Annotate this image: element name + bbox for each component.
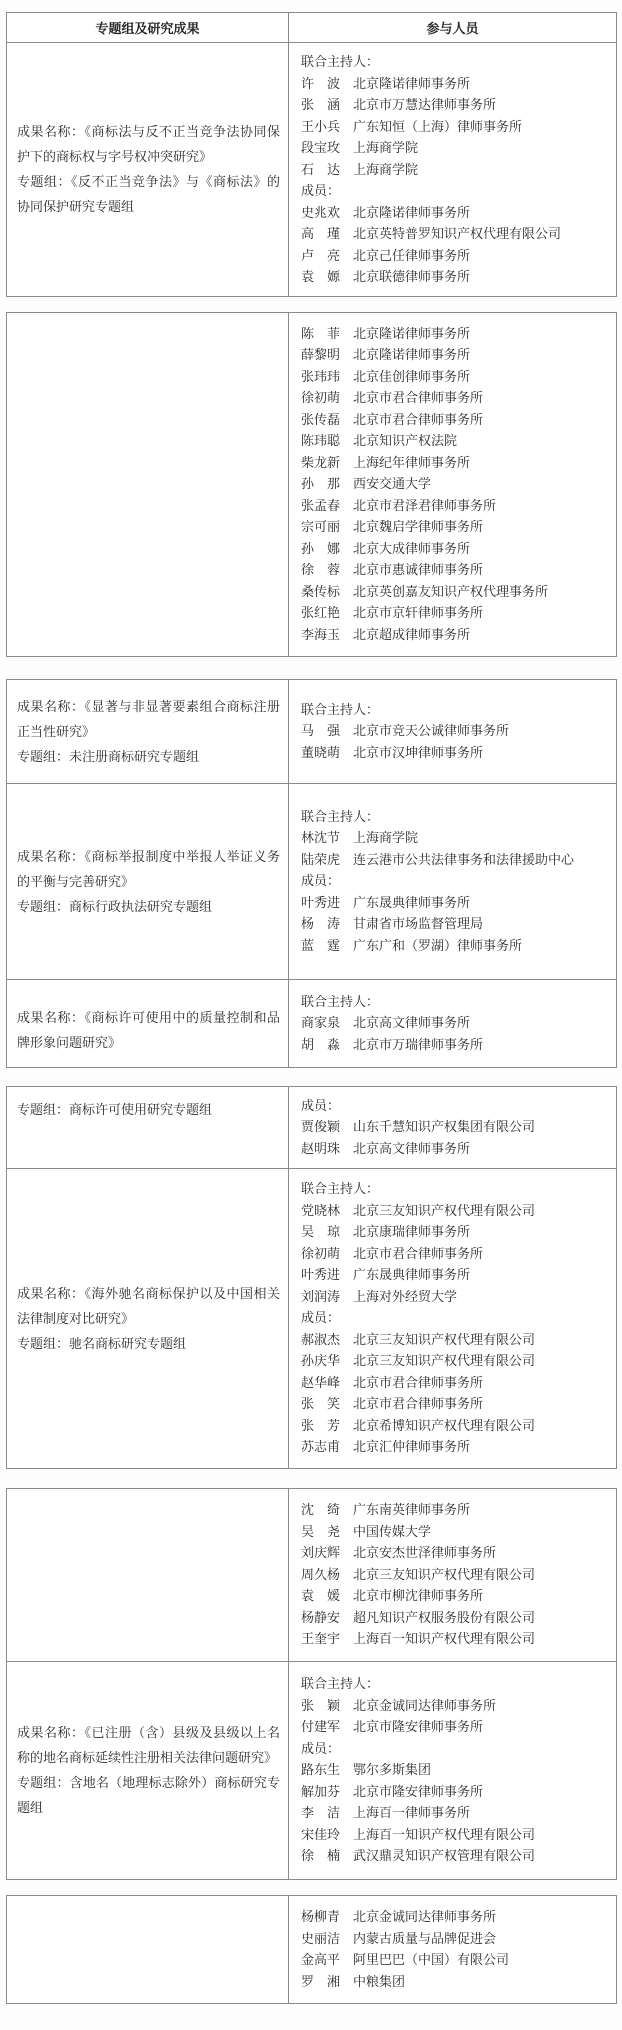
participant-name: 段宝玫: [301, 140, 341, 155]
participant-name: 张 颖: [301, 1697, 341, 1713]
participant-org: 北京英创嘉友知识产权代理事务所: [353, 583, 549, 599]
topic-text: 专题组：商标行政执法研究专题组: [17, 898, 213, 914]
participant-org: 北京市君合律师事务所: [353, 411, 484, 427]
participant-row: [301, 581, 608, 603]
participant-name: 薛黎明: [301, 347, 341, 363]
participant-row: [301, 495, 608, 517]
participant-org: 上海商学院: [353, 161, 419, 177]
participant-name: 党晓林: [301, 1202, 341, 1218]
participant-row: [301, 720, 608, 742]
topic-text: 成果名称：《显著与非显著要素组合商标注册正当性研究》: [17, 698, 280, 739]
participant-name: 叶秀进: [301, 894, 341, 910]
document-body: [6, 12, 616, 2004]
participant-org: 北京魏启学律师事务所: [353, 519, 484, 535]
topic-text: 专题组：未注册商标研究专题组: [17, 748, 200, 764]
participant-name: 史兆欢: [301, 204, 341, 220]
participant-row: [301, 1200, 608, 1222]
participant-org: 阿里巴巴（中国）有限公司: [353, 1952, 510, 1967]
participant-org: 上海商学院: [353, 140, 419, 155]
table-row: [7, 783, 617, 979]
participant-org: 广东广和（罗湖）律师事务所: [353, 937, 523, 953]
table-row: [7, 979, 617, 1067]
participant-row: [301, 266, 608, 288]
participant-name: 陈 菲: [301, 325, 341, 341]
participant-row: [301, 1286, 608, 1308]
participant-org: 北京大成律师事务所: [353, 540, 471, 556]
role-label: 成员：: [301, 183, 341, 198]
topic-cell: [7, 979, 289, 1067]
participant-name: 张 涵: [301, 97, 341, 112]
participant-row: [301, 245, 608, 267]
participant-org: 中国传媒大学: [353, 1523, 432, 1539]
participant-row: [301, 387, 608, 409]
participant-name: 张玮玮: [301, 368, 341, 384]
participant-name: 史丽洁: [301, 1930, 341, 1946]
participant-name: 徐初萌: [301, 390, 341, 406]
participant-name: 宋佳玲: [301, 1826, 341, 1842]
participant-name: 马 强: [301, 723, 341, 739]
table-row: [7, 43, 617, 297]
table-row: [7, 1168, 617, 1468]
participant-org: 北京市柳沈律师事务所: [353, 1588, 484, 1604]
topic-cell: [7, 1168, 289, 1468]
column-header-topic: 专题组及研究成果: [7, 13, 289, 43]
participant-row: [301, 1628, 608, 1650]
participant-name: 赵华峰: [301, 1374, 341, 1390]
participant-org: 内蒙古质量与品牌促进会: [353, 1930, 497, 1946]
role-label: 成员：: [301, 873, 341, 889]
participant-name: 解加芬: [301, 1783, 341, 1799]
participant-row: [301, 516, 608, 538]
participant-row: [301, 1221, 608, 1243]
topic-table: [6, 312, 617, 657]
table-row: [7, 679, 617, 783]
participant-row: [301, 366, 608, 388]
participant-org: 北京己任律师事务所: [353, 247, 471, 263]
participant-row: [301, 1329, 608, 1351]
participant-name: 袁 嫄: [301, 269, 341, 284]
participant-org: 北京市君泽君律师事务所: [353, 497, 497, 513]
participant-org: 上海百一知识产权代理有限公司: [353, 1826, 536, 1842]
participant-row: [301, 1012, 608, 1034]
participant-name: 袁 媛: [301, 1588, 341, 1604]
participants-cell: [289, 783, 617, 979]
participant-name: 杨柳青: [301, 1909, 341, 1924]
participant-name: 张孟春: [301, 497, 341, 513]
participant-row: [301, 1585, 608, 1607]
participant-org: 北京三友知识产权代理有限公司: [353, 1331, 536, 1347]
participant-name: 张 芳: [301, 1417, 341, 1433]
participant-row: [301, 935, 608, 957]
participant-org: 北京希博知识产权代理有限公司: [353, 1417, 536, 1433]
participant-row: [301, 1607, 608, 1629]
role-label: 联合主持人：: [301, 54, 380, 69]
participant-row: [301, 1415, 608, 1437]
table-row: [7, 1661, 617, 1879]
participant-row: [301, 1906, 608, 1928]
participant-name: 赵明珠: [301, 1140, 341, 1156]
participant-org: 北京隆诺律师事务所: [353, 325, 471, 341]
participants-cell: [289, 1086, 617, 1168]
topic-text: 成果名称：《海外驰名商标保护以及中国相关法律制度对比研究》: [17, 1285, 280, 1326]
participant-row: [301, 1971, 608, 1993]
participant-org: 北京三友知识产权代理有限公司: [353, 1566, 536, 1582]
participant-row: [301, 1949, 608, 1971]
topic-table: [6, 679, 617, 1068]
participant-org: 北京超成律师事务所: [353, 626, 471, 642]
role-label: 成员：: [301, 1097, 341, 1113]
topic-text: 成果名称：《商标许可使用中的质量控制和品牌形象问题研究》: [17, 1009, 280, 1050]
participant-org: 北京隆诺律师事务所: [353, 347, 471, 363]
participant-name: 付建军: [301, 1719, 341, 1735]
participant-name: 胡 淼: [301, 1036, 341, 1052]
participant-row: [301, 1350, 608, 1372]
participant-name: 柴龙新: [301, 454, 341, 470]
participant-org: 北京市京轩律师事务所: [353, 605, 484, 621]
participant-name: 苏志甫: [301, 1439, 341, 1455]
participant-name: 孙庆华: [301, 1353, 341, 1369]
topic-text: 成果名称：《商标法与反不正当竞争法协同保护下的商标权与字号权冲突研究》: [17, 124, 280, 165]
participant-name: 宗可丽: [301, 519, 341, 535]
participant-row: [301, 409, 608, 431]
participant-row: [301, 1521, 608, 1543]
participant-row: [301, 1499, 608, 1521]
participant-name: 徐初萌: [301, 1245, 341, 1261]
participant-org: 超凡知识产权服务股份有限公司: [353, 1609, 536, 1625]
participant-row: [301, 452, 608, 474]
participant-row: [301, 1716, 608, 1738]
participant-row: [301, 344, 608, 366]
participant-name: 杨 涛: [301, 916, 341, 932]
participant-name: 高 瑾: [301, 226, 341, 241]
participant-org: 北京市君合律师事务所: [353, 390, 484, 406]
table-row: [7, 312, 617, 656]
participant-org: 北京三友知识产权代理有限公司: [353, 1353, 536, 1369]
participant-org: 上海百一知识产权代理有限公司: [353, 1631, 536, 1647]
participant-org: 北京市竞天公诚律师事务所: [353, 723, 510, 739]
participant-org: 北京隆诺律师事务所: [353, 204, 471, 220]
participant-row: [301, 159, 608, 181]
participant-name: 李海玉: [301, 626, 341, 642]
participant-name: 张红艳: [301, 605, 341, 621]
table-header-row: [7, 13, 617, 43]
participants-cell: [289, 1488, 617, 1661]
role-label: 联合主持人：: [301, 808, 380, 824]
participant-row: [301, 1243, 608, 1265]
participant-name: 李 洁: [301, 1805, 341, 1821]
participant-row: [301, 1116, 608, 1138]
participant-name: 金高平: [301, 1952, 341, 1967]
participant-row: [301, 1542, 608, 1564]
participant-org: 北京市隆安律师事务所: [353, 1783, 484, 1799]
role-label: 联合主持人：: [301, 1676, 380, 1692]
participant-row: [301, 559, 608, 581]
participant-row: [301, 538, 608, 560]
participant-row: [301, 624, 608, 646]
participant-org: 北京金诚同达律师事务所: [353, 1697, 497, 1713]
participant-org: 上海百一律师事务所: [353, 1805, 471, 1821]
participant-name: 陈玮聪: [301, 433, 341, 449]
topic-text: 专题组：《反不正当竞争法》与《商标法》的协同保护研究专题组: [17, 174, 280, 215]
participant-name: 贾俊颖: [301, 1119, 341, 1135]
participant-org: 连云港市公共法律事务和法律援助中心: [353, 851, 575, 867]
participant-row: [301, 1928, 608, 1950]
participant-row: [301, 1564, 608, 1586]
topic-cell: [7, 43, 289, 297]
participant-org: 北京汇仲律师事务所: [353, 1439, 471, 1455]
participant-row: [301, 892, 608, 914]
participant-org: 北京康瑞律师事务所: [353, 1224, 471, 1240]
topic-table: [6, 1895, 617, 2004]
participant-org: 北京高文律师事务所: [353, 1140, 471, 1156]
topic-text: 专题组：驰名商标研究专题组: [17, 1335, 187, 1351]
participant-org: 北京市惠诚律师事务所: [353, 562, 484, 578]
participant-row: [301, 913, 608, 935]
participant-org: 上海纪年律师事务所: [353, 454, 471, 470]
topic-text: 成果名称：《已注册（含）县级及县级以上名称的地名商标延续性注册相关法律问题研究》: [17, 1725, 280, 1765]
participant-row: [301, 1138, 608, 1160]
participant-name: 董晓萌: [301, 744, 341, 760]
participant-name: 孙 娜: [301, 540, 341, 556]
topic-cell: [7, 1086, 289, 1168]
participant-name: 杨静安: [301, 1609, 341, 1625]
participant-org: 北京联德律师事务所: [353, 269, 471, 284]
participant-org: 北京市君合律师事务所: [353, 1396, 484, 1412]
role-label: 联合主持人：: [301, 993, 380, 1009]
participant-row: [301, 1845, 608, 1867]
participants-cell: [289, 1661, 617, 1879]
participant-row: [301, 1759, 608, 1781]
topic-cell: [7, 1661, 289, 1879]
participant-row: [301, 1781, 608, 1803]
participant-row: [301, 1264, 608, 1286]
participant-org: 北京市万瑞律师事务所: [353, 1036, 484, 1052]
participant-name: 周久杨: [301, 1566, 341, 1582]
participant-row: [301, 430, 608, 452]
participant-org: 北京市君合律师事务所: [353, 1374, 484, 1390]
participant-row: [301, 94, 608, 116]
participant-name: 蓝 霆: [301, 937, 341, 953]
role-label: 成员：: [301, 1740, 341, 1756]
participants-cell: [289, 679, 617, 783]
participant-name: 王奎宇: [301, 1631, 341, 1647]
participant-name: 桑传标: [301, 583, 341, 599]
participant-org: 西安交通大学: [353, 476, 432, 492]
table-row: [7, 1895, 617, 2003]
participant-org: 鄂尔多斯集团: [353, 1762, 432, 1778]
topic-text: 成果名称：《商标举报制度中举报人举证义务的平衡与完善研究》: [17, 848, 280, 889]
participants-cell: [289, 1895, 617, 2003]
participant-org: 甘肃省市场监督管理局: [353, 916, 484, 932]
participant-org: 广东晟典律师事务所: [353, 1267, 471, 1283]
participant-name: 罗 湘: [301, 1973, 341, 1989]
participant-row: [301, 849, 608, 871]
participant-org: 北京隆诺律师事务所: [353, 75, 471, 91]
participant-org: 北京知识产权法院: [353, 433, 458, 449]
participant-org: 上海对外经贸大学: [353, 1288, 458, 1304]
participant-org: 北京金诚同达律师事务所: [353, 1909, 497, 1924]
topic-cell: [7, 1488, 289, 1661]
participant-name: 张传磊: [301, 411, 341, 427]
topic-cell: [7, 679, 289, 783]
participant-org: 北京佳创律师事务所: [353, 368, 471, 384]
topic-text: 专题组：商标许可使用研究专题组: [17, 1101, 213, 1117]
participant-org: 北京三友知识产权代理有限公司: [353, 1202, 536, 1218]
participant-org: 广东知恒（上海）律师事务所: [353, 118, 523, 134]
participant-org: 武汉鼎灵知识产权管理有限公司: [353, 1848, 536, 1864]
role-label: 联合主持人：: [301, 701, 380, 717]
participant-name: 沈 绮: [301, 1502, 341, 1518]
participant-org: 北京市汉坤律师事务所: [353, 744, 484, 760]
participant-name: 徐 蓉: [301, 562, 341, 578]
participant-name: 林沈节: [301, 830, 341, 846]
topic-cell: [7, 312, 289, 656]
table-row: [7, 1086, 617, 1168]
topic-table: [6, 1488, 617, 1880]
participant-name: 卢 亮: [301, 247, 341, 263]
participant-name: 吴 尧: [301, 1523, 341, 1539]
participant-row: [301, 473, 608, 495]
participant-org: 北京市君合律师事务所: [353, 1245, 484, 1261]
role-label: 成员：: [301, 1310, 341, 1326]
participant-org: 广东晟典律师事务所: [353, 894, 471, 910]
participant-name: 石 达: [301, 161, 341, 177]
participants-cell: [289, 312, 617, 656]
participant-row: [301, 223, 608, 245]
participant-name: 叶秀进: [301, 1267, 341, 1283]
participant-org: 山东千慧知识产权集团有限公司: [353, 1119, 536, 1135]
participant-name: 刘庆辉: [301, 1545, 341, 1561]
participants-cell: [289, 43, 617, 297]
column-header-participants: 参与人员: [289, 13, 617, 43]
participants-cell: [289, 1168, 617, 1468]
participant-row: [301, 1824, 608, 1846]
participant-org: 北京市隆安律师事务所: [353, 1719, 484, 1735]
topic-table: [6, 1086, 617, 1469]
participant-org: 北京市万慧达律师事务所: [353, 97, 497, 112]
table-row: [7, 1488, 617, 1661]
participant-row: [301, 116, 608, 138]
participant-row: [301, 73, 608, 95]
participant-name: 商家泉: [301, 1015, 341, 1031]
participant-row: [301, 1393, 608, 1415]
participant-org: 中粮集团: [353, 1973, 406, 1989]
topic-cell: [7, 783, 289, 979]
role-label: 联合主持人：: [301, 1181, 380, 1197]
participant-name: 郝淑杰: [301, 1331, 341, 1347]
participant-name: 刘润涛: [301, 1288, 341, 1304]
participant-org: 北京英特普罗知识产权代理有限公司: [353, 226, 562, 241]
participant-row: [301, 602, 608, 624]
participant-name: 孙 那: [301, 476, 341, 492]
participants-cell: [289, 979, 617, 1067]
topic-text: 专题组：含地名（地理标志除外）商标研究专题组: [17, 1775, 280, 1815]
participant-row: [301, 1695, 608, 1717]
participant-name: 路东生: [301, 1762, 341, 1778]
participant-row: [301, 742, 608, 764]
participant-name: 王小兵: [301, 118, 341, 134]
participant-name: 徐 楠: [301, 1848, 341, 1864]
topic-table: [6, 12, 617, 297]
participant-row: [301, 1802, 608, 1824]
participant-name: 张 笑: [301, 1396, 341, 1412]
participant-row: [301, 827, 608, 849]
participant-row: [301, 137, 608, 159]
participant-name: 陆荣虎: [301, 851, 341, 867]
participant-row: [301, 323, 608, 345]
participant-row: [301, 202, 608, 224]
participant-row: [301, 1436, 608, 1458]
participant-name: 许 波: [301, 75, 341, 91]
topic-cell: [7, 1895, 289, 2003]
participant-org: 上海商学院: [353, 830, 419, 846]
participant-name: 吴 琼: [301, 1224, 341, 1240]
participant-row: [301, 1034, 608, 1056]
participant-row: [301, 1372, 608, 1394]
participant-org: 北京高文律师事务所: [353, 1015, 471, 1031]
participant-org: 广东南英律师事务所: [353, 1502, 471, 1518]
participant-org: 北京安杰世泽律师事务所: [353, 1545, 497, 1561]
